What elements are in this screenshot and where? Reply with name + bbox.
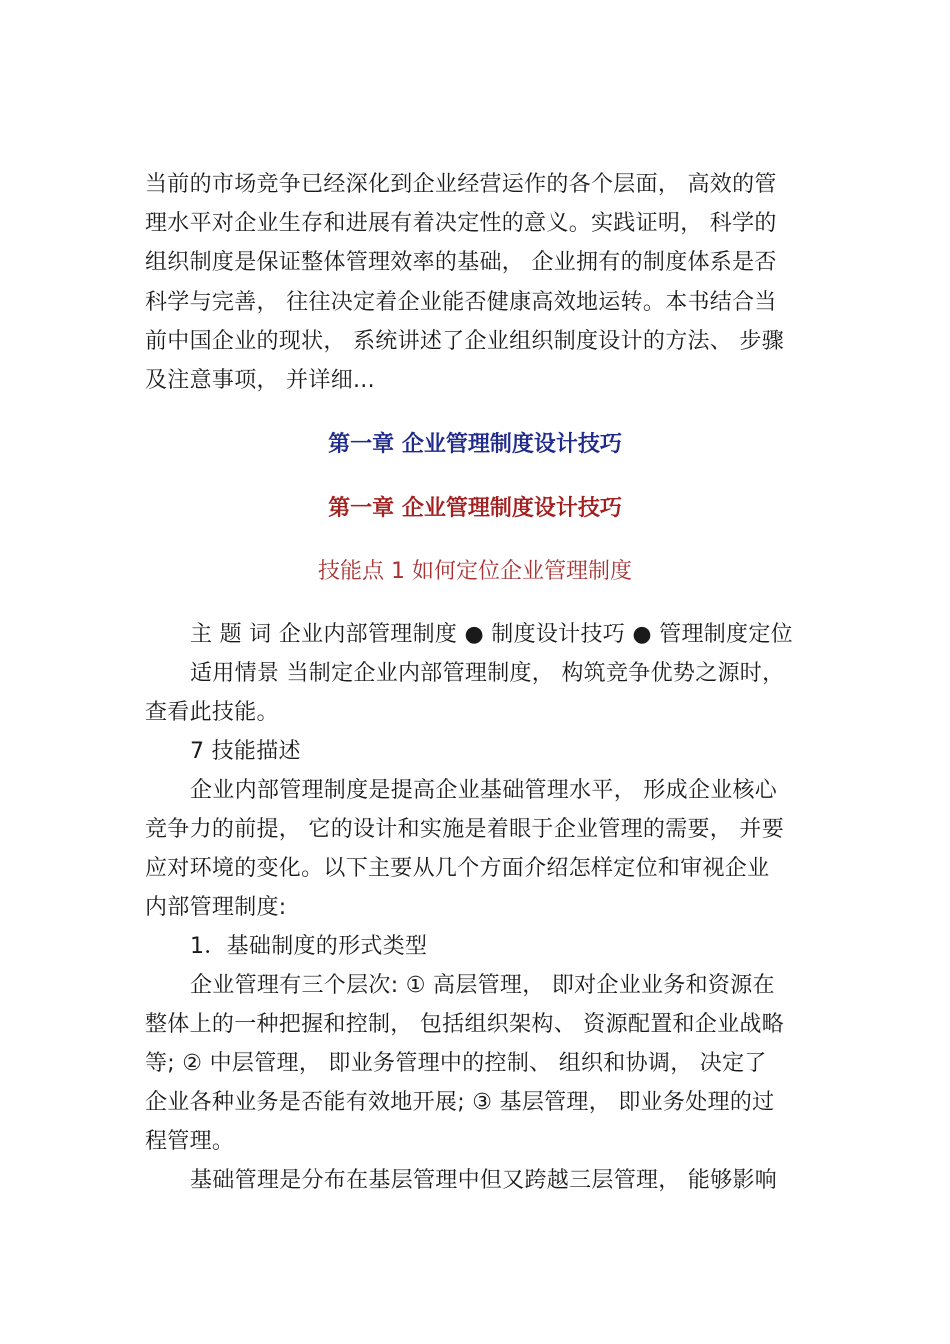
body-line: 查看此技能。 <box>145 700 279 725</box>
body-line: 企业管理有三个层次: ① 高层管理， 即对企业业务和资源在 <box>190 973 775 998</box>
body-line: 企业各种业务是否能有效地开展; ③ 基层管理， 即业务处理的过 <box>145 1090 775 1115</box>
body-line: 企业内部管理制度是提高企业基础管理水平， 形成企业核心 <box>190 778 778 803</box>
body-line: 主 题 词 企业内部管理制度 ● 制度设计技巧 ● 管理制度定位 <box>190 622 793 647</box>
chapter-title-red: 第一章 企业管理制度设计技巧 <box>328 496 622 521</box>
chapter-title-blue: 第一章 企业管理制度设计技巧 <box>328 432 622 457</box>
body-line: 应对环境的变化。以下主要从几个方面介绍怎样定位和审视企业 <box>145 856 770 881</box>
intro-line-2: 理水平对企业生存和进展有着决定性的意义。实践证明， 科学的 <box>145 211 777 236</box>
intro-line-3: 组织制度是保证整体管理效率的基础， 企业拥有的制度体系是否 <box>145 250 777 275</box>
intro-line-6: 及注意事项， 并详细... <box>145 368 375 393</box>
body-line: 适用情景 当制定企业内部管理制度， 构筑竞争优势之源时， <box>190 661 785 686</box>
body-line: 程管理。 <box>145 1129 235 1154</box>
body-line: 竞争力的前提， 它的设计和实施是着眼于企业管理的需要， 并要 <box>145 817 784 842</box>
skill-title: 技能点 1 如何定位企业管理制度 <box>318 559 632 584</box>
body-line: 等; ② 中层管理， 即业务管理中的控制、 组织和协调， 决定了 <box>145 1051 767 1076</box>
intro-line-5: 前中国企业的现状， 系统讲述了企业组织制度设计的方法、 步骤 <box>145 329 784 354</box>
body-line: 基础管理是分布在基层管理中但又跨越三层管理， 能够影响 <box>190 1168 778 1193</box>
body-line: 整体上的一种把握和控制， 包括组织架构、 资源配置和企业战略 <box>145 1012 784 1037</box>
intro-line-1: 当前的市场竞争已经深化到企业经营运作的各个层面， 高效的管 <box>145 172 777 197</box>
body-line: 7 技能描述 <box>190 739 301 764</box>
body-line: 内部管理制度: <box>145 895 287 920</box>
intro-line-4: 科学与完善， 往往决定着企业能否健康高效地运转。本书结合当 <box>145 290 777 315</box>
body-line: 1．基础制度的形式类型 <box>190 934 428 959</box>
